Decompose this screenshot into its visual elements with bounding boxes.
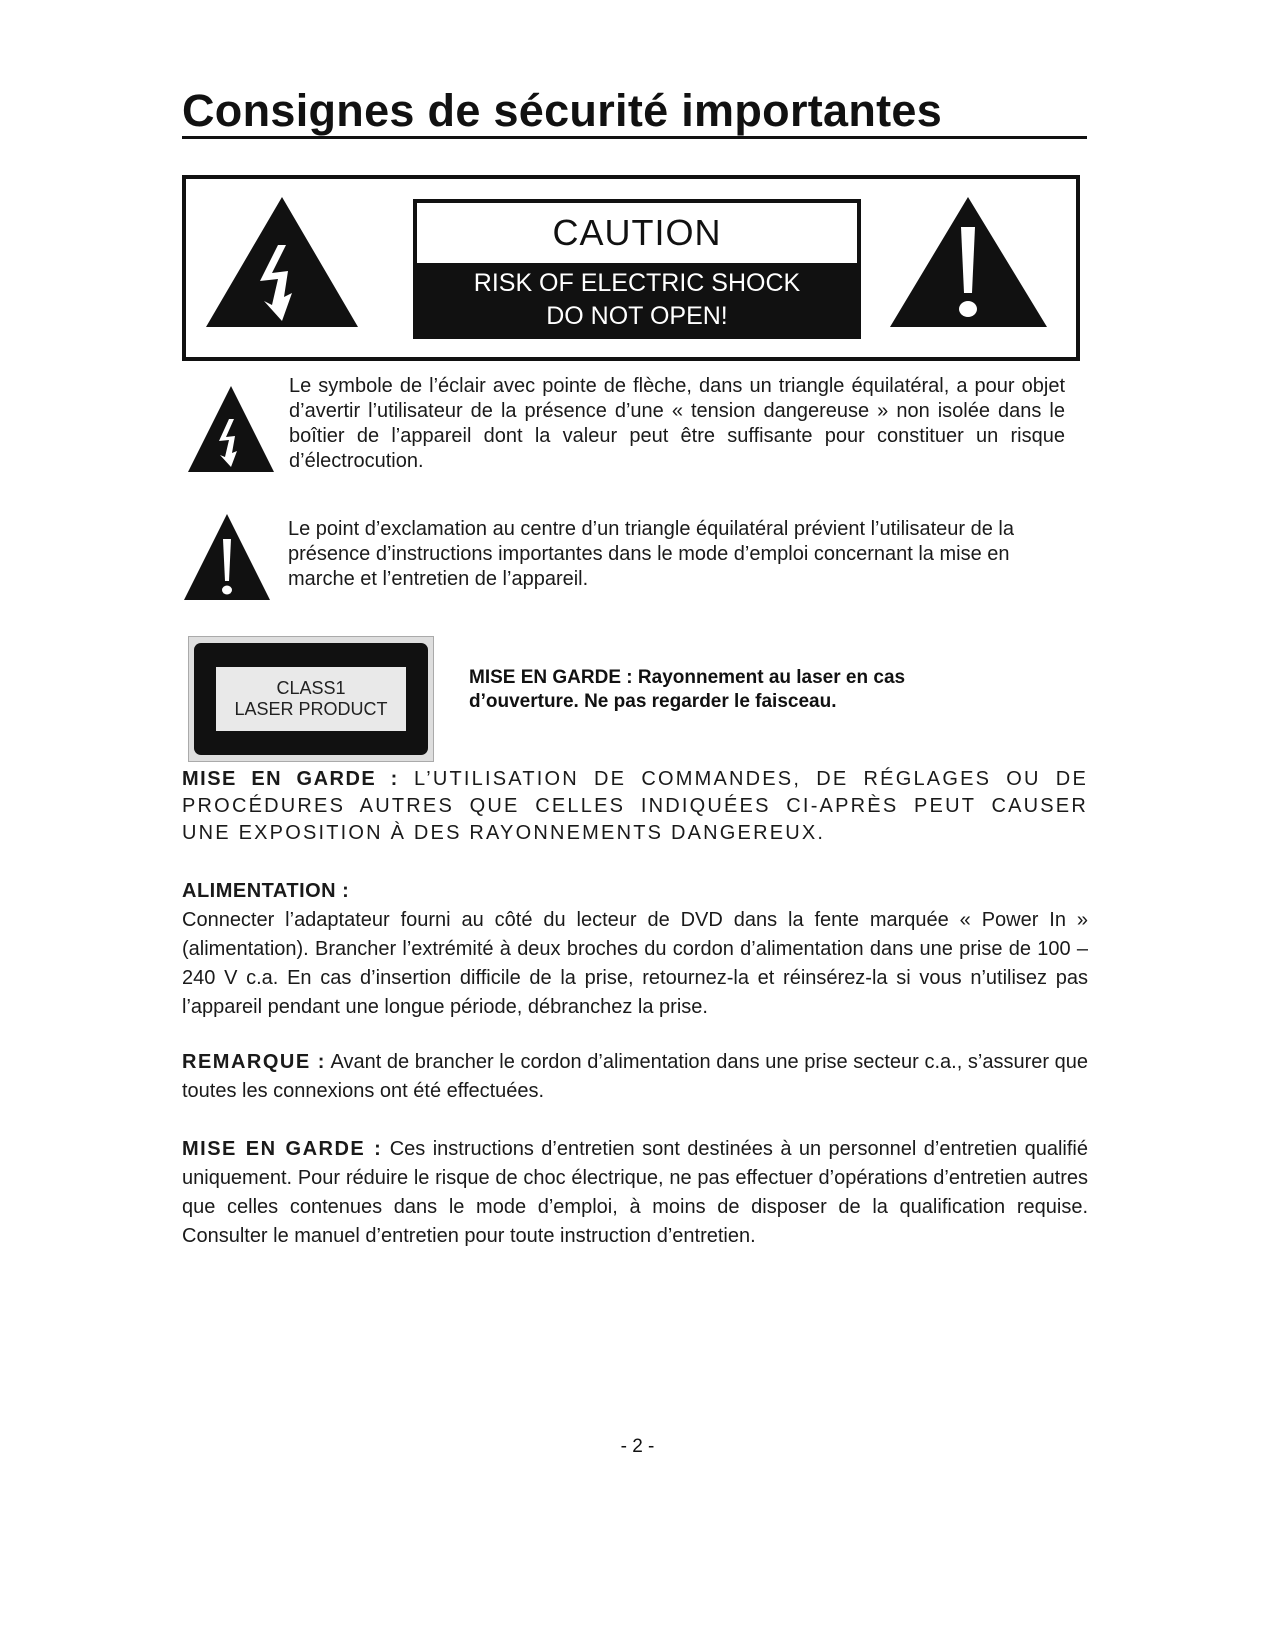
caution-box <box>182 175 1080 361</box>
caution-heading: CAUTION <box>552 212 722 253</box>
controls-warning <box>182 766 1088 847</box>
lightning-symbol-description: Le symbole de l’éclair avec pointe de flèche, dans un triangle équilatéral, a pour objet d’avertir l’utilisateur de la présence d’une « tension dangereuse » non isolée dans le boîtier de l’appareil dont la valeur peut être suffisante pour constituer un risque d’électrocution. <box>289 375 1065 472</box>
caution-label <box>413 199 861 339</box>
service-warning <box>182 1135 1088 1251</box>
laser-class-label <box>188 636 434 762</box>
power-label: ALIMENTATION : <box>182 880 350 902</box>
service-warning-text: Ces instructions d’entretien sont destinées à un personnel d’entretien qualifié uniquement. Pour réduire le risque de choc électrique, ne pas effectuer d’opérations d’entretien autres que celles contenues dans le mode d’emploi, à moins de disposer de la qualification requise. Consulter le manuel d’entretien pour toute instruction d’entretien. <box>182 1138 1088 1247</box>
power-text: Connecter l’adaptateur fourni au côté du lecteur de DVD dans la fente marquée « Power In » (alimentation). Brancher l’extrémité à deux broches du cordon d’alimentation dans une prise de 100 – 240 V c.a. En cas d’insertion difficile de la prise, retournez-la et réinsérez-la si vous n’utilisez pas l’appareil pendant une longue période, débranchez la prise. <box>182 909 1088 1018</box>
note-text: Avant de brancher le cordon d’alimentation dans une prise secteur c.a., s’assurer que toutes les connexions ont été effectuées. <box>182 1051 1088 1102</box>
caution-line-2: DO NOT OPEN! <box>546 302 728 330</box>
exclamation-symbol-icon <box>182 511 272 603</box>
laser-warning: MISE EN GARDE : Rayonnement au laser en cas d’ouverture. Ne pas regarder le faisceau. <box>469 667 906 712</box>
controls-warning-label: MISE EN GARDE : <box>182 768 399 790</box>
lightning-symbol-icon <box>185 383 277 475</box>
page-title: Consignes de sécurité importantes <box>182 85 943 136</box>
lightning-warning-icon <box>202 193 362 333</box>
note-section <box>182 1048 1088 1106</box>
caution-line-1: RISK OF ELECTRIC SHOCK <box>473 269 801 297</box>
page-number: - 2 - <box>620 1436 655 1457</box>
exclamation-warning-icon <box>886 193 1051 333</box>
title-underline <box>182 136 1087 139</box>
power-section <box>182 877 1088 1022</box>
laser-label-line-1: CLASS1 <box>276 678 346 698</box>
laser-label-frame <box>194 643 428 755</box>
service-warning-label: MISE EN GARDE : <box>182 1138 383 1160</box>
exclamation-symbol-description: Le point d’exclamation au centre d’un triangle équilatéral prévient l’utilisateur de la présence d’instructions importantes dans le mode d’emploi concernant la mise en marche et l’entretien de l’appareil. <box>288 518 1014 590</box>
controls-warning-text: L’UTILISATION DE COMMANDES, DE RÉGLAGES OU DE PROCÉDURES AUTRES QUE CELLES INDIQUÉES CI-APRÈS PEUT CAUSER UNE EXPOSITION À DES RAYONNEMENTS DANGEREUX. <box>182 768 1088 844</box>
laser-label-text <box>216 667 406 731</box>
laser-label-line-2: LASER PRODUCT <box>234 699 388 719</box>
caution-risk-panel <box>417 263 857 335</box>
note-label: REMARQUE : <box>182 1051 326 1073</box>
